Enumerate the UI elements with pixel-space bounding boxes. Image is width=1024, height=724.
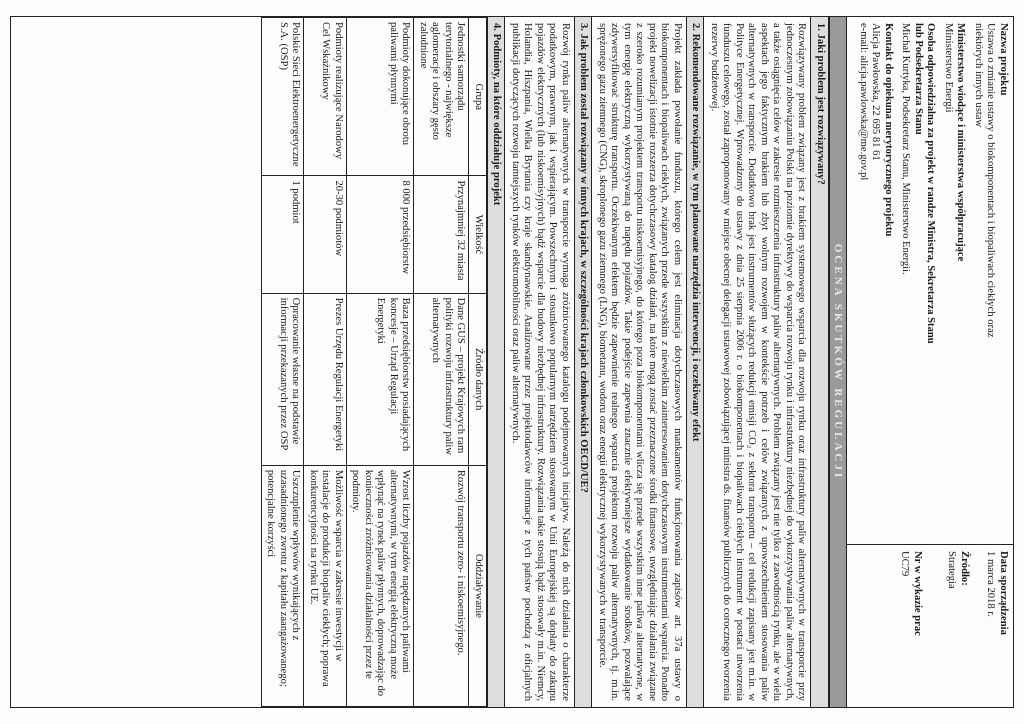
- column-header-data-source: Źródło danych: [469, 293, 487, 465]
- contact-block: [857, 23, 895, 538]
- table-row: [261, 18, 304, 707]
- project-name-line: niektórych innych ustaw: [973, 23, 984, 128]
- column-header-size: Wielkość: [469, 176, 487, 293]
- responsible-value: Michał Kurtyka, Podsekretarz Stanu, Ministerstwo Energii.: [900, 23, 912, 275]
- worklist-label: Nr w wykazie prac: [912, 551, 923, 636]
- worklist-value: UC79: [899, 551, 911, 577]
- table-row: [414, 18, 469, 707]
- cell-group: Podmioty realizujące Narodowy Cel Wskaźnikowy: [304, 18, 347, 176]
- table-header-row: [469, 18, 487, 707]
- osr-band-title: OCENA SKUTKÓW REGULACJI: [829, 17, 847, 707]
- contact-line: Alicja Pawłowska, 22 695 81 61: [870, 23, 882, 161]
- table-row: [304, 18, 347, 707]
- project-name-line: Ustawa o zmianie ustawy o biokomponentach i biopaliwach ciekłych oraz: [985, 23, 997, 338]
- affected-entities-table: [261, 17, 487, 707]
- cell-data-source: Opracowanie własne na podstawie informacji przekazanych przez OSP: [261, 293, 304, 465]
- responsible-block: [899, 23, 937, 538]
- responsible-label: Osoba odpowiedzialna za projekt w randze Ministra, Sekretarza Stanu: [925, 23, 937, 344]
- contact-label: Kontakt do opiekuna merytorycznego projektu: [883, 23, 894, 237]
- column-header-impact: Oddziaływanie: [469, 465, 487, 706]
- section-1-title: 1. Jaki problem jest rozwiązywany?: [810, 17, 829, 707]
- source-value: Strategia: [946, 551, 958, 589]
- responsible-label: lub Podsekretarza Stanu: [913, 23, 924, 135]
- source-label: Źródło:: [959, 551, 970, 586]
- column-header-group: Grupa: [469, 18, 487, 176]
- header-left: [848, 17, 1014, 545]
- source-block: [945, 551, 970, 701]
- cell-impact: Rozwój transportu zero- i niskoemisyjnego.: [414, 465, 469, 706]
- section-4-title: 4. Podmioty, na które oddziałuje projekt: [487, 17, 506, 707]
- section-2-title: 2. Rekomendowane rozwiązanie, w tym planowane narzędzia interwencji, i oczekiwany efekt: [686, 17, 705, 707]
- project-name-label: Nazwa projektu: [998, 23, 1009, 96]
- ocena-skutkow-regulacji-form: [10, 16, 1014, 708]
- cell-size: 1 podmiot: [261, 176, 304, 293]
- section-3-title: 3. Jak problem został rozwiązany w innych krajach, w szczególności krajach członkowskich OECD/UE?: [574, 17, 593, 707]
- table-row: [346, 18, 414, 707]
- cell-size: 8 000 przedsiębiorstw: [346, 176, 414, 293]
- cell-impact: Możliwość wsparcia w zakresie inwestycji w instalacje do produkcji biopaliw ciekłych; poprawa konkurencyjności na rynku UE.: [304, 465, 347, 706]
- cell-data-source: Prezes Urzędu Regulacji Energetyki: [304, 293, 347, 465]
- form-header: [847, 17, 1014, 707]
- ministry-value: Ministerstwo Energii: [943, 23, 954, 113]
- cell-group: Jednostki samorządu terytorialnego - największe aglomeracje i obszary gęsto zaludnione: [414, 18, 469, 176]
- cell-data-source: Dane GUS – projekt Krajowych ram polityki rozwoju infrastruktury paliw alternatywnych: [414, 293, 469, 465]
- date-label: Data sporządzenia: [998, 551, 1009, 635]
- date-block: [984, 551, 1009, 701]
- cell-group: Polskie Sieci Elektroenergetyczne S.A. (OSP): [261, 18, 304, 176]
- project-name-block: [972, 23, 1010, 538]
- ministry-label: Ministerstwo wiodące i ministerstwa współpracujące: [955, 23, 967, 262]
- date-value: 1 marca 2018 r.: [985, 551, 997, 617]
- cell-data-source: Baza przedsiębiorstw posiadających koncesje – Urząd Regulacji Energetyki: [346, 293, 414, 465]
- header-right: [848, 545, 1014, 707]
- contact-line: e-mail: alicja.pawlowska@me.gov.pl: [858, 23, 869, 181]
- cell-size: 20-30 podmiotów: [304, 176, 347, 293]
- section-2-body: Projekt zakłada powołanie funduszu, którego celem jest eliminacja dotychczasowych mankamentów funkcjonowania zapisów art. 37a ustawy o biokomponentach i biopaliwach ciekłych, związanych przede wszystkim z niewielkim zainteresowaniem dotychczasowym instrumentami wsparcia. Ponadto projekt nowelizacji istotnie rozszerza dotychczasowy katalog działań, na które mogą zostać przeznaczone środki finansowe, uwzględniając działania związane z szeroko rozumianym projektem transportu niskoemisyjnego, do którego poza biokomponentami wlicza się przede wszystkim inne paliwa alternatywne, w tym energię elektryczną wykorzystywaną do napędu pojazdów. Takie podejście zapewnia znacznie efektywniejsze wydatkowanie środków, pozwalające zdywersyfikować strukturę transportu. Oczekiwanym efektem będzie zapewnienie realnego wsparcia projektom rozwoju paliw alternatywnych, tj. m.in. sprężonego gazu ziemnego (CNG), skroplonego gazu ziemnego (LNG), biometanu, wodoru oraz energii elektrycznej wykorzystywanych w transporcie.: [596, 23, 683, 701]
- worklist-block: [898, 551, 923, 701]
- cell-impact: Wzrost liczby pojazdów napędzanych paliwami alternatywnymi, w tym energią elektryczną może wpłynąć na rynek paliw płynnych, doprowadzając do konieczności zróżnicowania działalności przez te podmioty.: [346, 465, 414, 706]
- section-3-body: Rozwój rynku paliw alternatywnych w transporcie wymaga zróżnicowanego katalogu podejmowanych inicjatyw. Należą do nich działania o charakterze podatkowym, prawnym, jak i wspierającym. Powszechnym i stosunkowo popularnym narzędziem stosowanym w Unii Europejskiej są dopłaty do zakupu pojazdów elektrycznych (lub niskoemisyjnych) bądź wsparcie dla budowy niezbędnej infrastruktury. Rozwiązania takie stosują bądź stosowały m.in. Niemcy, Holandia, Hiszpania, Wielka Brytania czy kraje skandynawskie. Analizowane przez projektodawców informacje z tych państw pochodzą z oficjalnych publikacji dotyczących rozwoju tamtejszych rynków elektromobilności oraz paliw alternatywnych.: [509, 23, 571, 701]
- cell-size: Przynajmniej 32 miasta: [414, 176, 469, 293]
- cell-impact: Uszczuplenie wpływów wynikających z uzasadnionego zwrotu z kapitału zaangażowanego; potencjalne korzyści: [261, 465, 304, 706]
- cell-group: Podmioty dokonujące obrotu paliwami płynnymi: [346, 18, 414, 176]
- section-1-body: Rozwiązywany problem związany jest z brakiem systemowego wsparcia dla rozwoju rynku oraz infrastruktury paliw alternatywnych w transporcie przy jednoczesnym zobowiązaniu Polski na poziomie dyrektywy do wsparcia rozwoju rynku i infrastruktury niezbędnej do wykorzystywania paliw alternatywnych, a także osiągnięcia celów w zakresie rozmieszczenia infrastruktury paliw alternatywnych. Problem związany jest nie tylko z zawodnością rynku, ale w wielu aspektach jego faktycznym brakiem lub zbyt wolnym rozwojem w kontekście potrzeb i celów związanych z upowszechnieniem stosowania paliw alternatywnych w transporcie. Dodatkowo brak jest instrumentów służących redukcji emisji CO₂ z sektora transportu – cel redukcji zapisany jest m.in. w Polityce Energetycznej. Wprowadzony do ustawy z dnia 25 sierpnia 2006 r. o biokomponentach i biopaliwach ciekłych instrument w postaci utworzenia funduszu celowego, został zaproponowany w miejsce obecnej delegacji ustawowej zobowiązującej ministra ds. finansów publicznych do corocznego tworzenia rezerwy budżetowej.: [708, 23, 808, 701]
- ministry-block: [942, 23, 967, 538]
